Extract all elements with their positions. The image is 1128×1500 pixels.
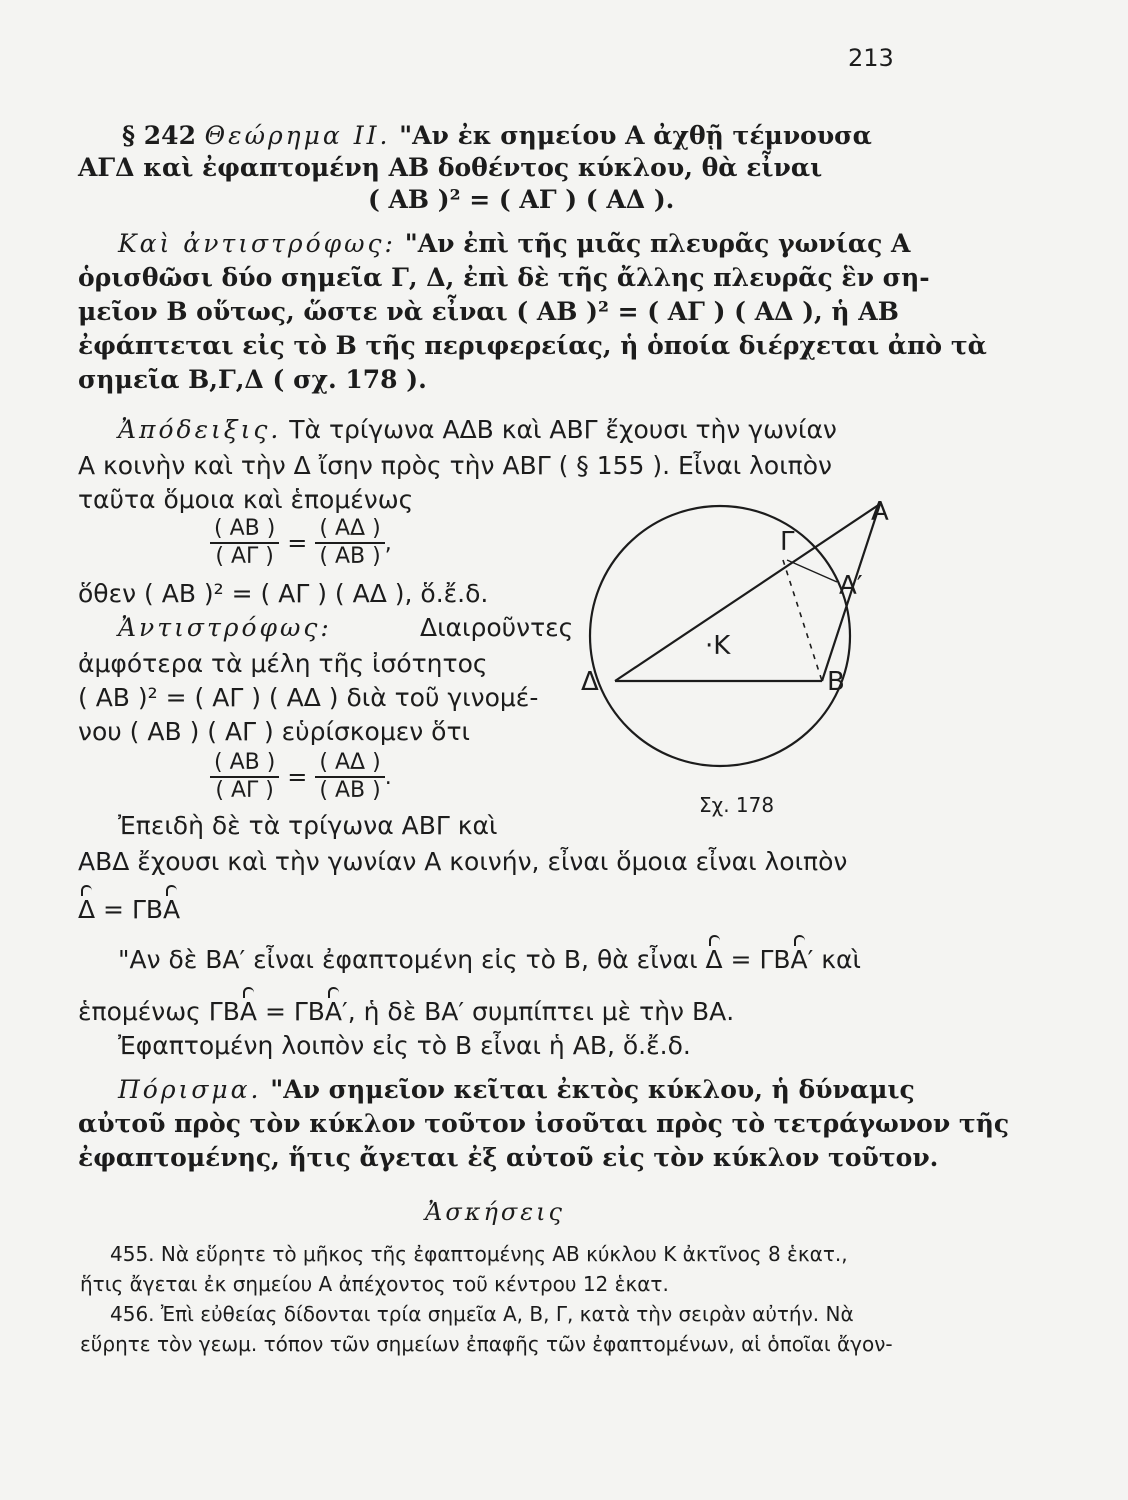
converse-line-2: ὁρισθῶσι δύο σημεῖα Γ, Δ, ἐπὶ δὲ τῆς ἄλλης πλευρᾶς ἓν ση- — [78, 263, 930, 292]
angle-eq-text: = ΓΒ — [95, 895, 164, 924]
angle-gba-2: Α — [239, 997, 257, 1026]
frac2-numerator: ( ΑΔ ) — [319, 516, 381, 541]
proof-line-10: Ἐφαπτομένη λοιπὸν εἰς τὸ Β εἶναι ἡ ΑΒ, ὅ.ἔ.δ. — [118, 1031, 691, 1060]
proof-line-4: ὅθεν ( ΑΒ )² = ( ΑΓ ) ( ΑΔ ), ὅ.ἔ.δ. — [78, 579, 489, 608]
converse-text: "Αν ἐπὶ τῆς μιᾶς πλευρᾶς γωνίας Α — [395, 229, 911, 258]
theorem-formula: ( ΑΒ )² = ( ΑΓ ) ( ΑΔ ). — [368, 185, 675, 214]
theorem-title: Θεώρημα ΙΙ. — [204, 121, 391, 150]
corollary-line-2: αὐτοῦ πρὸς τὸν κύκλον τοῦτον ἰσοῦται πρὸς τὸ τετράγωνον τῆς — [78, 1109, 1010, 1138]
proof-converse-line-1 — [118, 612, 332, 644]
proportion-2: $\frac{( AB )}{( A\Gamma )}$ = $\frac{( A\Delta )}{( AB )}$ . — [210, 750, 392, 804]
figure-caption: Σχ. 178 — [699, 793, 775, 817]
frac3-numerator: ( ΑΒ ) — [214, 750, 276, 775]
proof-line-5: Ἐπειδὴ δὲ τὰ τρίγωνα ΑΒΓ καὶ — [118, 811, 498, 840]
angle-eq-text-2: = ΓΒ — [722, 945, 791, 974]
label-B: Β — [827, 667, 845, 697]
proof-title: Ἀπόδειξις. — [118, 415, 282, 444]
proof-line-9 — [78, 996, 734, 1028]
corollary-line-1 — [118, 1074, 915, 1106]
label-Gamma: Γ — [780, 527, 795, 557]
label-A-prime: Α′ — [839, 571, 863, 601]
frac3-denominator: ( ΑΓ ) — [215, 778, 274, 803]
converse-line-4: ἐφάπτεται εἰς τὸ Β τῆς περιφερείας, ἡ ὁποία διέρχεται ἀπὸ τὰ — [78, 331, 987, 360]
theorem-line-1 — [122, 120, 872, 152]
frac4-denominator: ( ΑΒ ) — [319, 778, 381, 803]
theorem-label: § 242 — [122, 121, 205, 150]
angle-gba-prime-2: Α — [324, 997, 343, 1026]
proof-converse-line-4: νου ( ΑΒ ) ( ΑΓ ) εὑρίσκομεν ὅτι — [78, 717, 470, 746]
angle-delta-2: Δ — [705, 945, 723, 974]
exercise-455-line-2: ἥτις ἄγεται ἐκ σημείου Α ἀπέχοντος τοῦ κέντρου 12 ἑκατ. — [80, 1272, 669, 1296]
converse-line-3: μεῖον Β οὕτως, ὥστε νὰ εἶναι ( ΑΒ )² = ( ΑΓ ) ( ΑΔ ), ἡ ΑΒ — [78, 297, 899, 326]
angle-eq-text-3: = ΓΒ — [257, 997, 325, 1026]
frac1-numerator: ( ΑΒ ) — [214, 516, 276, 541]
proof-line-6: ΑΒΔ ἔχουσι καὶ τὴν γωνίαν Α κοινήν, εἶναι ὅμοια εἶναι λοιπὸν — [78, 847, 848, 876]
proof-line-3: ταῦτα ὅμοια καὶ ἑπομένως — [78, 485, 414, 514]
proof-line-2: Α κοινὴν καὶ τὴν Δ ἴσην πρὸς τὴν ΑΒΓ ( § 155 ). Εἶναι λοιπὸν — [78, 451, 832, 480]
tangent-text: "Αν δὲ ΒΑ′ εἶναι ἐφαπτομένη εἰς τὸ Β, θὰ εἶναι — [118, 945, 706, 974]
frac2-denominator: ( ΑΒ ) — [319, 544, 381, 569]
label-K: ·Κ — [705, 631, 731, 661]
frac1-denominator: ( ΑΓ ) — [215, 544, 274, 569]
proof-line-1 — [118, 414, 837, 446]
angle-gba-prime: Α — [790, 945, 808, 974]
converse-line-5: σημεῖα Β,Γ,Δ ( σχ. 178 ). — [78, 365, 427, 394]
proof-line-7 — [78, 894, 180, 926]
proof-converse-line-2: ἀμφότερα τὰ μέλη τῆς ἰσότητος — [78, 649, 488, 678]
corollary-title: Πόρισμα. — [118, 1075, 262, 1104]
proof-line-8 — [118, 944, 861, 976]
angle-delta: Δ — [78, 895, 96, 924]
tangent-prime-line — [787, 560, 837, 582]
corollary-line-3: ἐφαπτομένης, ἥτις ἄγεται ἐξ αὐτοῦ εἰς τὸν κύκλον τοῦτον. — [78, 1143, 939, 1172]
theorem-text: "Αν ἐκ σημείου Α ἀχθῇ τέμνουσα — [390, 121, 872, 150]
dashed-line-gb — [783, 560, 822, 681]
proof-converse-line-3: ( ΑΒ )² = ( ΑΓ ) ( ΑΔ ) διὰ τοῦ γινομέ- — [78, 683, 539, 712]
proof-converse-title: Ἀντιστρόφως: — [118, 613, 332, 642]
proportion-1: $\frac{( AB )}{( A\Gamma )}$ = $\frac{( A\Delta )}{( AB )}$ , — [210, 516, 392, 570]
converse-line-1 — [118, 228, 910, 260]
exercises-heading: Ἀσκήσεις — [425, 1198, 565, 1226]
corollary-text: "Αν σημεῖον κεῖται ἐκτὸς κύκλου, ἡ δύναμις — [261, 1075, 915, 1104]
proof-text: Τὰ τρίγωνα ΑΔΒ καὶ ΑΒΓ ἔχουσι τὴν γωνίαν — [281, 415, 837, 444]
angle-gba: Α — [163, 895, 181, 924]
exercise-455-line-1: 455. Νὰ εὕρητε τὸ μῆκος τῆς ἐφαπτομένης ΑΒ κύκλου Κ ἀκτῖνος 8 ἑκατ., — [110, 1242, 848, 1266]
frac4-numerator: ( ΑΔ ) — [319, 750, 381, 775]
proof-converse-rest: Διαιροῦντες — [420, 613, 574, 642]
page-number: 213 — [848, 44, 894, 72]
exercise-456-line-2: εὕρητε τὸν γεωμ. τόπον τῶν σημείων ἐπαφῆς τῶν ἐφαπτομένων, αἱ ὁποῖαι ἄγον- — [80, 1332, 893, 1356]
frac3-tail: . — [384, 764, 392, 790]
tangent-tail: ′ καὶ — [807, 945, 861, 974]
exercise-456-line-1: 456. Ἐπὶ εὐθείας δίδονται τρία σημεῖα Α, Β, Γ, κατὰ τὴν σειρὰν αὐτήν. Νὰ — [110, 1302, 854, 1326]
label-Delta: Δ — [581, 667, 599, 697]
theorem-line-2: ΑΓΔ καὶ ἐφαπτομένη ΑΒ δοθέντος κύκλου, θὰ εἶναι — [78, 153, 823, 182]
coincide-text: ′, ἡ δὲ ΒΑ′ συμπίπτει μὲ τὴν ΒΑ. — [342, 997, 735, 1026]
figure-178 — [575, 490, 915, 830]
frac1-tail: , — [384, 530, 392, 556]
converse-title: Καὶ ἀντιστρόφως: — [118, 229, 396, 258]
consequently-text: ἑπομένως ΓΒ — [78, 997, 240, 1026]
label-A: Α — [871, 497, 889, 527]
